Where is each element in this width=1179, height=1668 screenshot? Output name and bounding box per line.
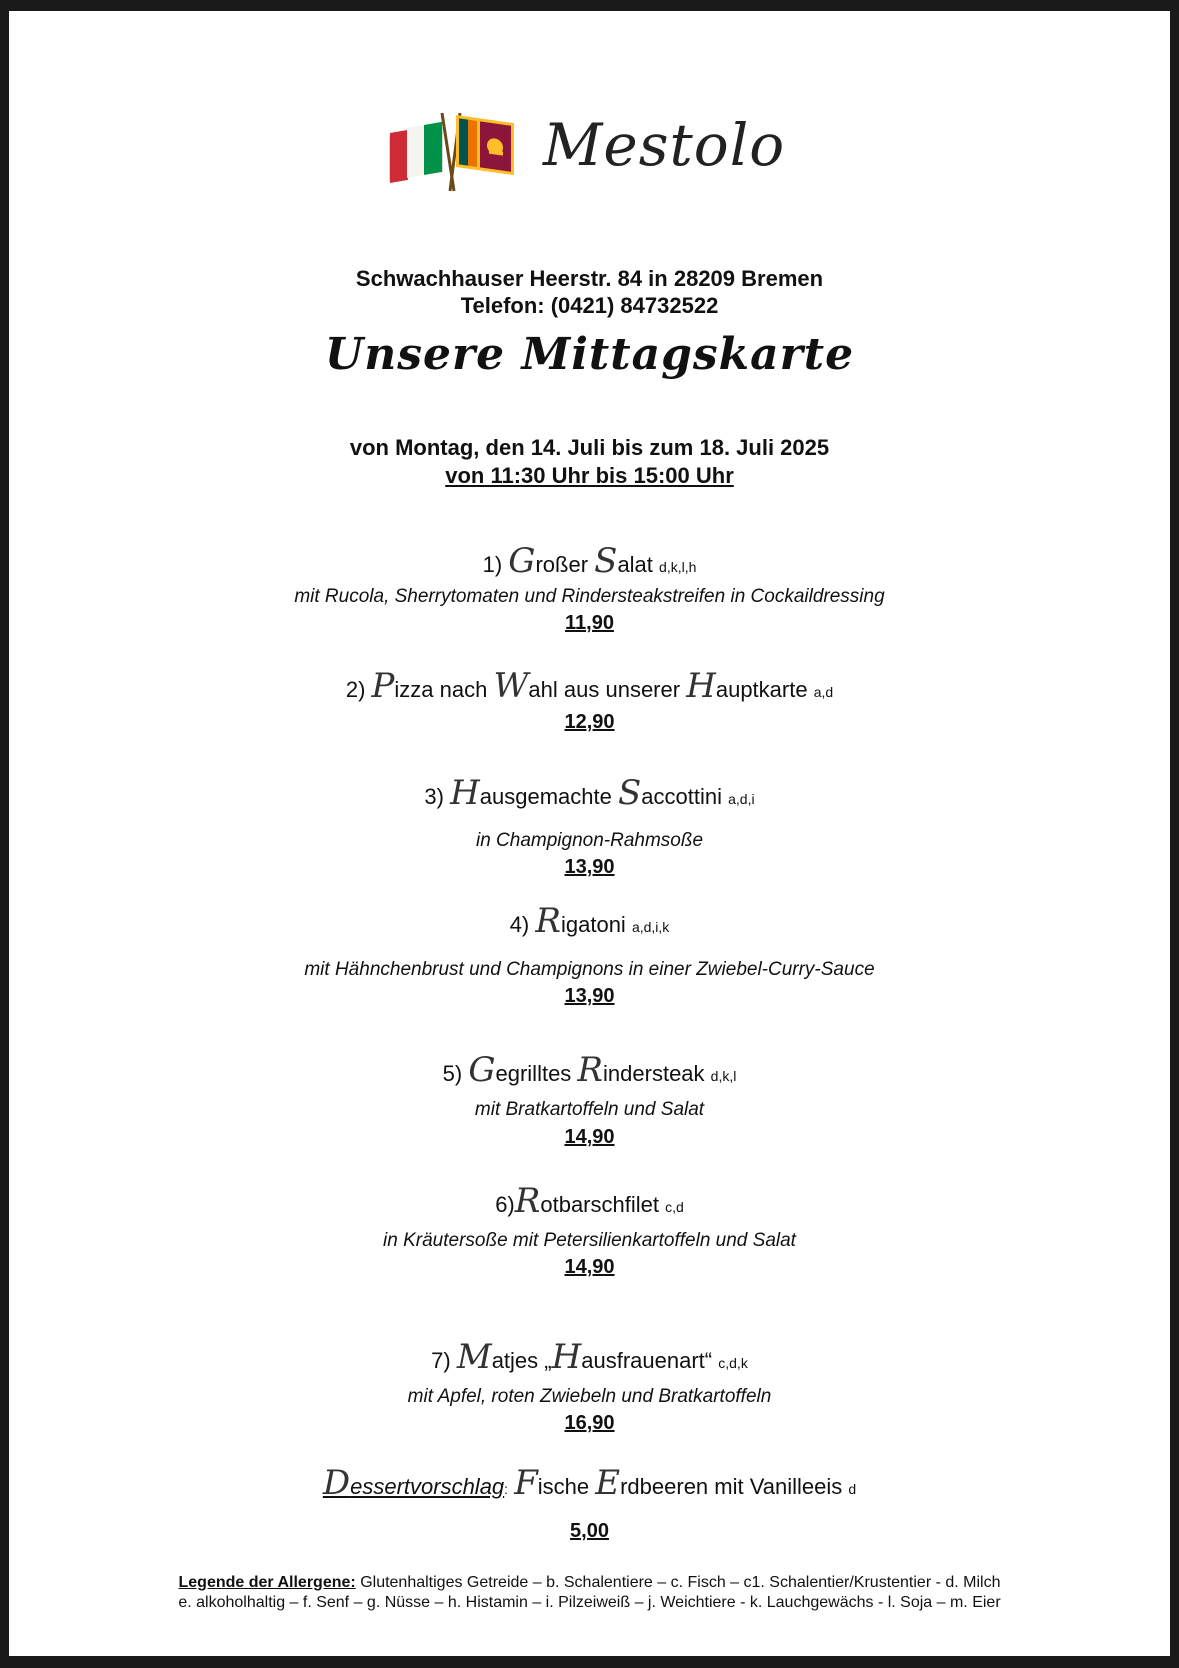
phone: Telefon: (0421) 84732522	[460, 293, 719, 318]
dish-title: 5) Gegrilltes Rindersteak d,k,l	[442, 1050, 737, 1090]
dish-price: 13,90	[564, 856, 615, 878]
dessert-title: Dessertvorschlag: Fische Erdbeeren mit Vanilleeis d	[322, 1463, 857, 1503]
menu-page	[9, 11, 1170, 1656]
dish-price: 11,90	[565, 612, 614, 634]
dish-price: 14,90	[564, 1256, 615, 1278]
address: Schwachhauser Heerstr. 84 in 28209 Bremen	[355, 266, 824, 291]
allergen-legend	[9, 1573, 1170, 1613]
dish-description: mit Rucola, Sherrytomaten und Rindersteakstreifen in Cockaildressing	[294, 586, 885, 607]
dish-title: 2) Pizza nach Wahl aus unserer Hauptkarte a,d	[345, 666, 834, 706]
dish-description: in Kräutersoße mit Petersilienkartoffeln und Salat	[383, 1230, 796, 1251]
dish-title: 7) Matjes „Hausfrauenart“ c,d,k	[431, 1337, 748, 1377]
dish-title: 3) Hausgemachte Saccottini a,d,i	[424, 773, 755, 813]
dish-description: in Champignon-Rahmsoße	[475, 830, 704, 851]
dish-title: 6)Rotbarschfilet c,d	[495, 1181, 684, 1221]
legend-heading: Legende der Allergene:	[178, 1574, 356, 1591]
dish-price: 16,90	[564, 1412, 615, 1434]
legend-line-1: Legende der Allergene: Glutenhaltiges Getreide – b. Schalentiere – c. Fisch – c1. Schalentier/Krustentier - d. Milch	[178, 1574, 1001, 1591]
dish-description: mit Hähnchenbrust und Champignons in einer Zwiebel-Curry-Sauce	[304, 959, 875, 980]
date-range: von Montag, den 14. Juli bis zum 18. Juli 2025	[349, 435, 830, 460]
dish-description: mit Apfel, roten Zwiebeln und Bratkartoffeln	[407, 1386, 772, 1407]
dish-price: 12,90	[564, 711, 615, 733]
dessert-label: Dessertvorschlag	[322, 1463, 505, 1503]
dish-price: 13,90	[564, 985, 615, 1007]
dish-price: 14,90	[564, 1126, 615, 1148]
dish-title: 1) Großer Salat d,k,l,h	[482, 541, 697, 581]
dish-title: 4) Rigatoni a,d,i,k	[509, 901, 670, 941]
opening-hours: von 11:30 Uhr bis 15:00 Uhr	[445, 463, 734, 488]
dessert-price: 5,00	[570, 1520, 609, 1542]
dish-description: mit Bratkartoffeln und Salat	[474, 1099, 705, 1120]
crossed-flags-icon	[388, 109, 518, 193]
brand-name: Mestolo	[543, 111, 786, 179]
legend-line-2: e. alkoholhaltig – f. Senf – g. Nüsse – h. Histamin – i. Pilzeiweiß – j. Weichtiere - k. Lauchgewächs - l. Soja – m. Eier	[178, 1594, 1001, 1611]
page-title: Unsere Mittagskarte	[324, 329, 855, 380]
